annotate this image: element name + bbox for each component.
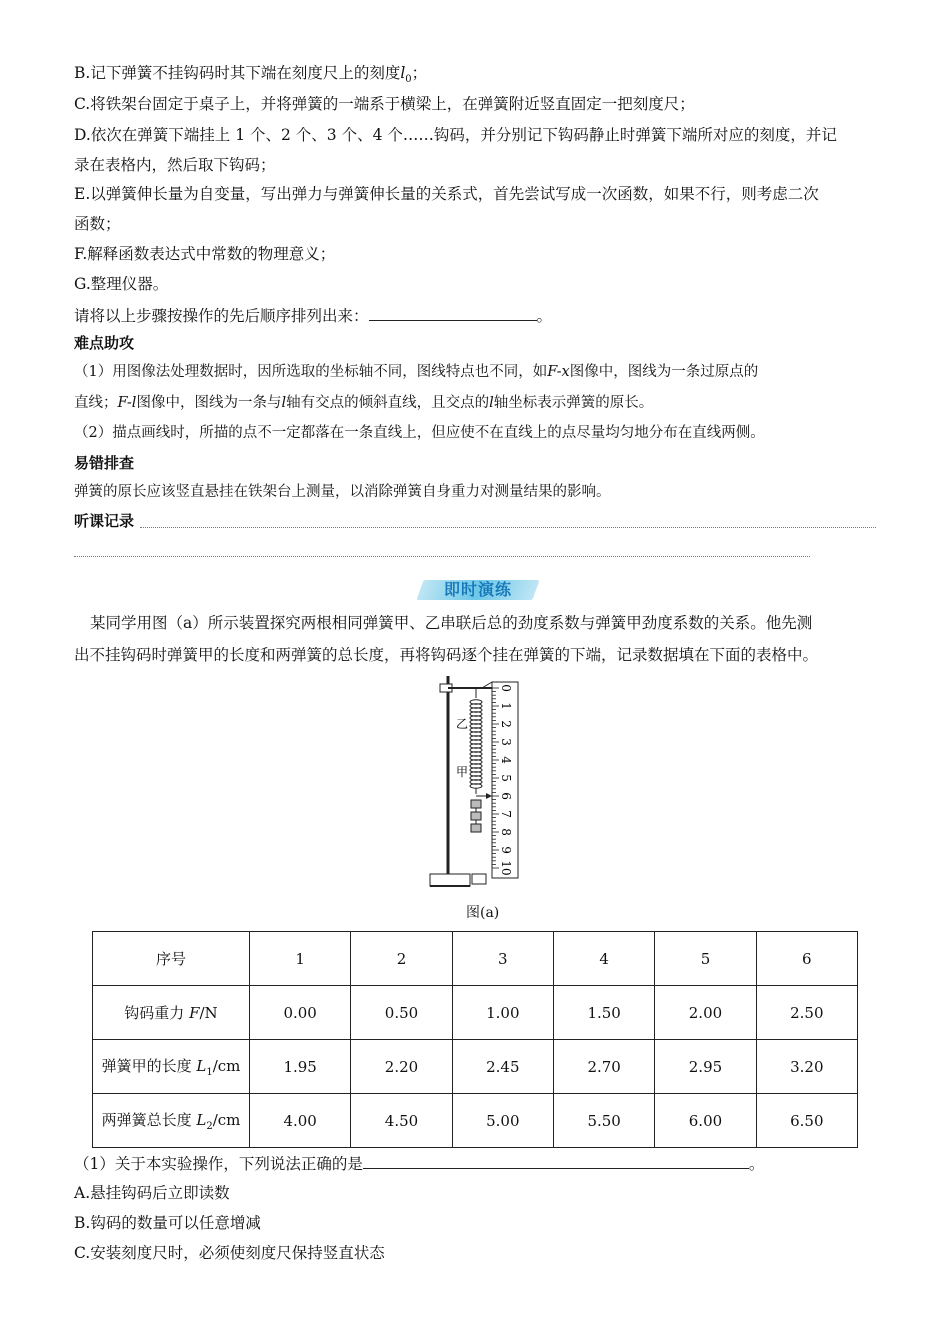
hanging-weights: [471, 800, 481, 832]
errors-text: 弹簧的原长应该竖直悬挂在铁架台上测量，以消除弹簧自身重力对测量结果的影响。: [74, 484, 611, 500]
table-cell: 1.95: [250, 1040, 351, 1094]
stand-base: [430, 874, 470, 886]
question1-prompt: （1）关于本实验操作，下列说法正确的是 。: [74, 1152, 764, 1174]
notes-heading: 听课记录: [74, 512, 135, 530]
question1-option-a: A.悬挂钩码后立即读数: [74, 1184, 230, 1202]
ruler-tick-label: 9: [499, 846, 513, 854]
table-cell: 2.00: [655, 986, 756, 1040]
spring-coils: [470, 700, 482, 788]
step-g: G.整理仪器。: [74, 275, 169, 293]
row-label: 钩码重力 F/N: [93, 986, 250, 1040]
step-e-line2: 函数；: [74, 215, 121, 233]
ruler-tick-label: 7: [499, 810, 513, 818]
ruler-tick-label: 5: [499, 774, 513, 782]
header-cell: 2: [351, 932, 452, 986]
question1-option-b: B.钩码的数量可以任意增减: [74, 1214, 261, 1232]
label-spring-jia: 甲: [456, 765, 469, 779]
table-cell: 6.50: [756, 1094, 857, 1148]
table-cell: 0.00: [250, 986, 351, 1040]
table-cell: 2.45: [452, 1040, 553, 1094]
difficulty-heading: 难点助攻: [74, 334, 135, 352]
order-answer-blank[interactable]: [369, 304, 537, 321]
step-e-line1: E.以弹簧伸长量为自变量，写出弹力与弹簧伸长量的关系式，首先尝试写成一次函数，如果不行，则考虑二次: [74, 185, 819, 203]
practice-badge: 即时演练: [420, 576, 536, 602]
table-row-l2: [93, 1094, 858, 1148]
difficulty-point1-line2: 直线；F-l图像中，图线为一条与l轴有交点的倾斜直线，且交点的l轴坐标表示弹簧的原长。: [74, 395, 654, 411]
question1-answer-blank[interactable]: [363, 1152, 749, 1169]
table-cell: 5.50: [553, 1094, 654, 1148]
table-cell: 3.20: [756, 1040, 857, 1094]
ruler-tick-label: 0: [499, 684, 513, 692]
difficulty-point1-line1: （1）用图像法处理数据时，因所选取的坐标轴不同，图线特点也不同，如F-x图像中，图线为一条过原点的: [74, 364, 759, 380]
header-cell: 4: [553, 932, 654, 986]
table-cell: 2.70: [553, 1040, 654, 1094]
ruler-tick-label: 6: [499, 792, 513, 800]
table-cell: 4.00: [250, 1094, 351, 1148]
step-b: B.记下弹簧不挂钩码时其下端在刻度尺上的刻度$l_0$；: [74, 64, 428, 86]
practice-intro-line1: 某同学用图（a）所示装置探究两根相同弹簧甲、乙串联后总的劲度系数与弹簧甲劲度系数的关系。他先测: [90, 614, 813, 632]
header-cell: 1: [250, 932, 351, 986]
header-cell: 6: [756, 932, 857, 986]
difficulty-point2: （2）描点画线时，所描的点不一定都落在一条直线上，但应使不在直线上的点尽量均匀地分布在直线两侧。: [74, 425, 765, 441]
header-cell: 5: [655, 932, 756, 986]
data-table: [92, 931, 858, 1148]
spring-apparatus-figure: [426, 672, 526, 894]
table-cell: 0.50: [351, 986, 452, 1040]
table-cell: 5.00: [452, 1094, 553, 1148]
table-row-force: [93, 986, 858, 1040]
step-f: F.解释函数表达式中常数的物理意义；: [74, 245, 336, 263]
ruler-tick-label: 1: [499, 702, 513, 710]
notes-line[interactable]: [140, 527, 876, 528]
figure-caption: 图(a): [466, 905, 500, 921]
step-c: C.将铁架台固定于桌子上，并将弹簧的一端系于横梁上，在弹簧附近竖直固定一把刻度尺；: [74, 95, 695, 113]
practice-intro-line2: 出不挂钩码时弹簧甲的长度和两弹簧的总长度，再将钩码逐个挂在弹簧的下端，记录数据填在下面的表格中。: [74, 646, 819, 664]
table-cell: 2.50: [756, 986, 857, 1040]
question1-option-c: C.安装刻度尺时，必须使刻度尺保持竖直状态: [74, 1244, 385, 1262]
header-cell: 3: [452, 932, 553, 986]
ruler-tick-label: 2: [499, 720, 513, 728]
table-cell: 2.20: [351, 1040, 452, 1094]
table-row-l1: [93, 1040, 858, 1094]
ruler-tick-label: 3: [499, 738, 513, 746]
table-cell: 1.00: [452, 986, 553, 1040]
label-spring-yi: 乙: [456, 717, 469, 731]
table-header-row: [93, 932, 858, 986]
notes-line-2[interactable]: [74, 556, 810, 557]
step-d-line2: 录在表格内，然后取下钩码；: [74, 156, 276, 174]
header-label: 序号: [93, 932, 250, 986]
row-label: 两弹簧总长度 $L_2/cm$: [93, 1094, 250, 1148]
table-cell: 2.95: [655, 1040, 756, 1094]
ruler-tick-label: 4: [499, 756, 513, 764]
ruler-tick-label: 8: [499, 828, 513, 836]
step-d-line1: D.依次在弹簧下端挂上 1 个、2 个、3 个、4 个……钩码，并分别记下钩码静止时弹簧下端所对应的刻度，并记: [74, 126, 837, 144]
order-question: 请将以上步骤按操作的先后顺序排列出来： 。: [74, 304, 552, 326]
errors-heading: 易错排查: [74, 454, 135, 472]
ruler-tick-label: 10: [499, 860, 513, 876]
row-label: 弹簧甲的长度 $L_1/cm$: [93, 1040, 250, 1094]
table-cell: 4.50: [351, 1094, 452, 1148]
table-cell: 6.00: [655, 1094, 756, 1148]
table-cell: 1.50: [553, 986, 654, 1040]
